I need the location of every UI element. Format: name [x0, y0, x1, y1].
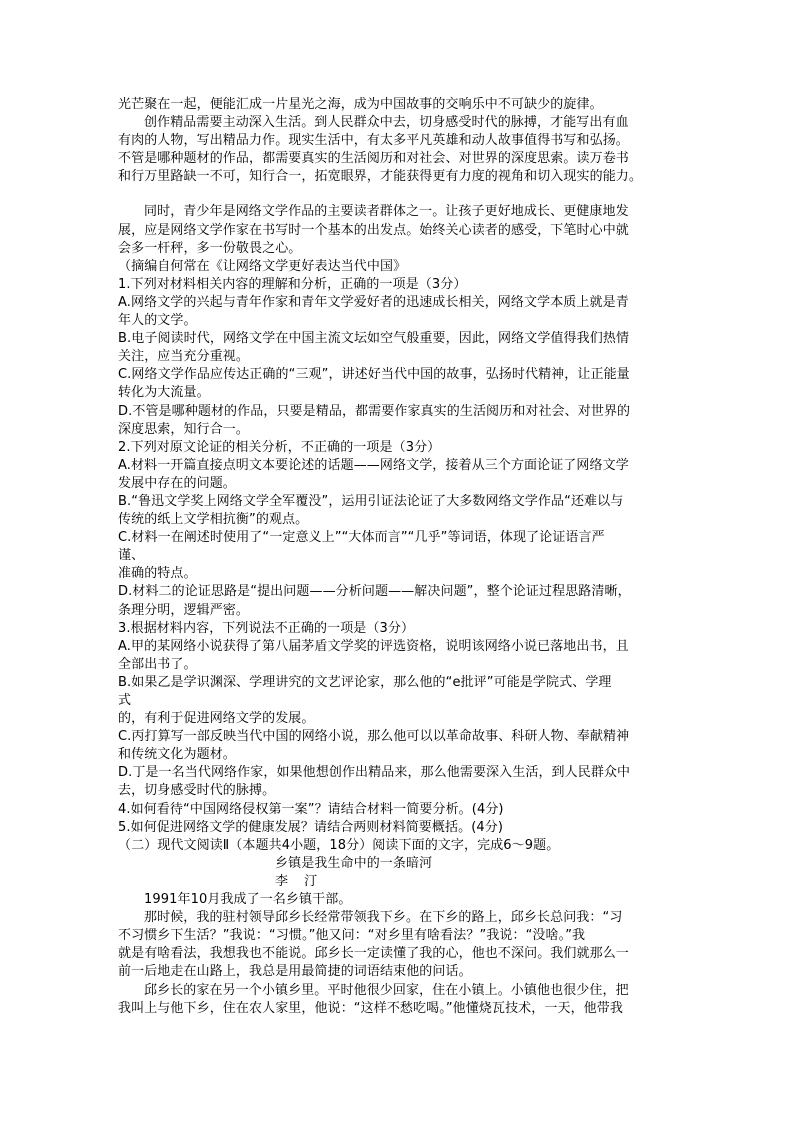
text-line: 前一后地走在山路上，我总是用最简捷的词语结束他的问话。: [118, 964, 472, 980]
text-line: C.材料一在阐述时使用了“一定意义上”“大体而言”“几乎”等词语，体现了论证语言严: [118, 530, 605, 546]
paragraph-gap: [118, 186, 680, 203]
text-line: 会多一杆秤，多一份敬畏之心。: [118, 240, 302, 256]
text-line: 1991年10月我成了一名乡镇干部。: [144, 892, 352, 908]
text-line: B.如果乙是学识渊深、学理讲究的文艺评论家，那么他的“e批评”可能是学院式、学理: [118, 674, 612, 690]
text-line: A.甲的某网络小说获得了第八届茅盾文学奖的评选资格，说明该网络小说已落地出书，且: [118, 638, 629, 654]
text-line: 年人的文学。: [118, 313, 197, 329]
text-line: 4.如何看待“中国网络侵权第一案”？请结合材料一简要分析。(4分): [118, 801, 504, 817]
text-line: 同时，青少年是网络文学作品的主要读者群体之一。让孩子更好地成长、更健康地发: [144, 204, 629, 220]
text-line: A.网络文学的兴起与青年作家和青年文学爱好者的迅速成长相关，网络文学本质上就是青: [118, 294, 629, 310]
text-line: D.丁是一名当代网络作家，如果他想创作出精品来，那么他需要深入生活，到人民群众中: [118, 765, 631, 781]
text-line: 就是有啥看法，我想我也不能说。邱乡长一定读懂了我的心，他也不深问。我们就那么一: [118, 946, 629, 962]
text-line: 准确的特点。: [118, 566, 197, 582]
text-line: 不管是哪种题材的作品，都需要真实的生活阅历和对社会、对世界的深度思索。读万卷书: [118, 151, 629, 167]
text-line: B.电子阅读时代，网络文学在中国主流文坛如空气般重要，因此，网络文学值得我们热情: [118, 331, 630, 347]
text-line: 邱乡长的家在另一个小镇乡里。平时他很少回家，住在小镇上。小镇他也很少住，把: [144, 982, 629, 998]
document-page: [118, 96, 680, 1018]
text-line: （摘编自何常在《让网络文学更好表达当代中国》: [118, 258, 407, 274]
text-line: 5.如何促进网络文学的健康发展？请结合两则材料简要概括。(4分): [118, 819, 504, 835]
text-line: 深度思索，知行合一。: [118, 421, 250, 437]
text-line: B.“鲁迅文学奖上网络文学全军覆没”，运用引证法论证了大多数网络文学作品“还难以与: [118, 493, 624, 509]
text-line: 全部出书了。: [118, 656, 197, 672]
text-line: 传统的纸上文学相抗衡”的观点。: [118, 512, 309, 528]
text-line: 创作精品需要主动深入生活。到人民群众中去，切身感受时代的脉搏，才能写出有血: [144, 115, 629, 131]
text-line: 的，有利于促进网络文学的发展。: [118, 711, 315, 727]
text-line: 有肉的人物，写出精品力作。现实生活中，有太多平凡英雄和动人故事值得书写和弘扬。: [118, 133, 629, 149]
text-line: D.材料二的论证思路是“提出问题——分析问题——解决问题”，整个论证过程思路清晰，: [118, 584, 631, 600]
text-line: 关注，应当充分重视。: [118, 349, 250, 365]
text-line: 式: [118, 693, 132, 708]
text-line: 去，切身感受时代的脉搏。: [118, 783, 276, 799]
article-author: 李 汀: [275, 873, 324, 889]
text-line: 条理分明，逻辑严密。: [118, 602, 250, 618]
text-line: 展，应是网络文学作家在书写时一个基本的出发点。始终关心读者的感受，下笔时心中就: [118, 222, 629, 238]
text-line: 2.下列对原文论证的相关分析，不正确的一项是（3分）: [118, 439, 441, 455]
text-line: 不习惯乡下生活？”我说：“习惯。”他又问：“对乡里有啥看法？”我说：“没啥。”我: [118, 928, 586, 944]
text-line: C.网络文学作品应传达正确的“三观”，讲述好当代中国的故事，弘扬时代精神，让正能量: [118, 367, 630, 383]
text-line: 谨、: [118, 548, 145, 564]
article-title: 乡镇是我生命中的一条暗河: [275, 855, 433, 871]
text-line: 和行万里路缺一不可，知行合一，拓宽眼界，才能获得更有力度的视角和切入现实的能力。: [118, 169, 643, 185]
text-line: 发展中存在的问题。: [118, 475, 236, 491]
text-line: 光芒聚在一起，便能汇成一片星光之海，成为中国故事的交响乐中不可缺少的旋律。: [118, 97, 603, 112]
text-line: 1.下列对材料相关内容的理解和分析，正确的一项是（3分）: [118, 276, 467, 292]
text-line: A.材料一开篇直接点明文本要论述的话题——网络文学，接着从三个方面论证了网络文学: [118, 457, 629, 473]
text-line: 3.根据材料内容，下列说法不正确的一项是（3分）: [118, 620, 415, 636]
text-line: D.不管是哪种题材的作品，只要是精品，都需要作家真实的生活阅历和对社会、对世界的: [118, 403, 631, 419]
text-line: 我叫上与他下乡，住在农人家里，他说：“这样不愁吃喝。”他懂烧瓦技术，一天，他带我: [118, 1000, 623, 1016]
text-line: 那时候，我的驻村领导邱乡长经常带领我下乡。在下乡的路上，邱乡长总问我：“习: [144, 910, 623, 926]
text-line: （二）现代文阅读Ⅱ（本题共4小题，18分）阅读下面的文字，完成6～9题。: [118, 837, 560, 853]
text-line: 和传统文化为题材。: [118, 747, 236, 763]
text-line: 转化为大流量。: [118, 385, 210, 401]
text-line: C.丙打算写一部反映当代中国的网络小说，那么他可以以革命故事、科研人物、奉献精神: [118, 729, 630, 745]
